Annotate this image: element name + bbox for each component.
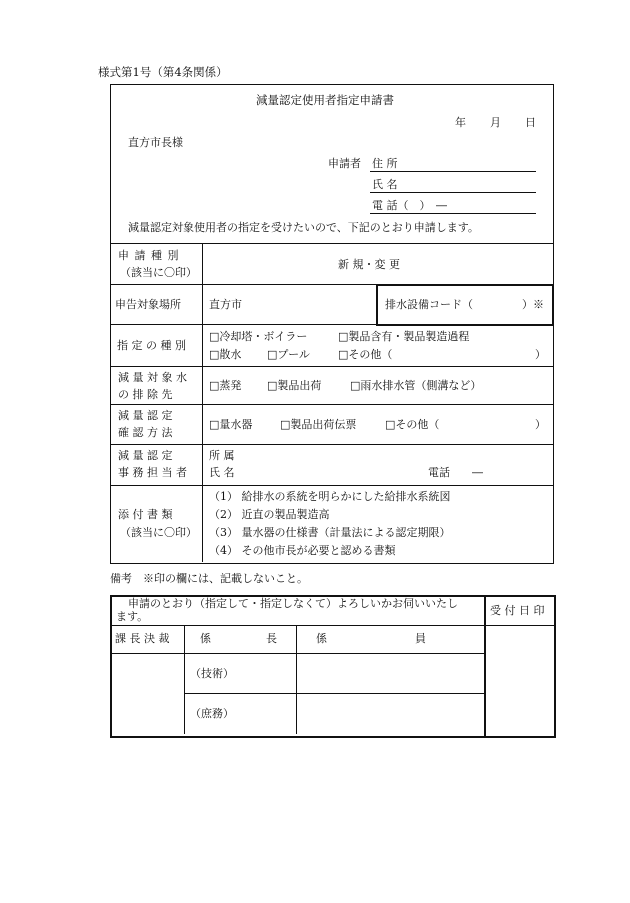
drain-code-close: ）※	[522, 298, 544, 311]
drain-evaporation[interactable]: □蒸発	[209, 379, 242, 392]
designation-product-content[interactable]: □製品含有・製品製造過程	[338, 330, 470, 343]
admin-label: （庶務）	[190, 707, 234, 720]
confirm-other-close: ）	[535, 418, 546, 431]
staff-label: 減 量 認 定	[118, 449, 173, 462]
applicant-name-line[interactable]	[370, 192, 536, 193]
staff-label-2: 事 務 担 当 者	[118, 466, 187, 479]
designation-pool[interactable]: □プール	[267, 348, 310, 361]
attach-item-1: （1） 給排水の系統を明らかにした給排水系統図	[209, 490, 451, 503]
staff-phone: 電話 ―	[428, 466, 483, 479]
designation-label: 指 定 の 種 別	[117, 339, 186, 352]
confirm-water-meter[interactable]: □量水器	[209, 418, 253, 431]
drain-label-2: の 排 除 先	[118, 388, 173, 401]
applicant-address-line[interactable]	[370, 171, 536, 172]
designation-other-close: ）	[535, 348, 546, 361]
form-label: 様式第1号（第4条関係）	[98, 65, 228, 79]
applicant-name-label: 氏 名	[372, 178, 398, 191]
confirm-label: 減 量 認 定	[118, 409, 173, 422]
note: 備考 ※印の欄には、記載しないこと。	[110, 572, 308, 585]
date-year: 年	[455, 116, 466, 129]
designation-sprinkling[interactable]: □散水	[209, 348, 242, 361]
attach-label-2: （該当に〇印）	[120, 526, 197, 539]
drain-code-label: 排水設備コード（	[385, 298, 473, 311]
applicant-label: 申請者	[328, 157, 361, 170]
date-day: 日	[525, 116, 536, 129]
office-row-divider	[484, 625, 554, 626]
type-label: 申 請 種 別	[118, 249, 180, 262]
office-col-divider	[184, 625, 185, 734]
addressee: 直方市長様	[128, 136, 183, 149]
confirm-label-2: 確 認 方 法	[118, 426, 173, 439]
reception-stamp-label: 受 付 日 印	[490, 604, 545, 617]
row-divider	[110, 444, 554, 445]
confirm-other[interactable]: □その他（	[385, 418, 440, 431]
designation-cooling-tower[interactable]: □冷却塔・ボイラー	[209, 330, 308, 343]
location-value: 直方市	[209, 298, 242, 311]
attach-label: 添 付 書 類	[118, 508, 173, 521]
type-label-note: （該当に〇印）	[120, 266, 197, 279]
row-divider	[110, 243, 554, 244]
applicant-phone-label: 電 話（ ） ―	[372, 199, 447, 212]
attach-item-4: （4） その他市長が必要と認める書類	[209, 544, 396, 557]
office-row-divider	[110, 625, 486, 626]
office-row-divider	[110, 653, 184, 654]
designation-other[interactable]: □その他（	[338, 348, 393, 361]
drain-storm-pipe[interactable]: □雨水排水管（側溝など）	[350, 379, 482, 392]
date-month: 月	[490, 116, 501, 129]
drain-product-shipment[interactable]: □製品出荷	[267, 379, 322, 392]
attach-item-2: （2） 近直の製品製造高	[209, 508, 330, 521]
office-request-line1: 申請のとおり（指定して・指定しなくて）よろしいかお伺いいたし	[128, 597, 458, 610]
drain-label: 減 量 対 象 水	[118, 371, 187, 384]
row-divider	[110, 366, 554, 367]
section-chief-label: 課 長 決 裁	[115, 632, 170, 645]
row-divider	[110, 404, 554, 405]
attach-item-3: （3） 量水器の仕様書（計量法による認定期限）	[209, 526, 451, 539]
applicant-address-label: 住 所	[372, 157, 398, 170]
staff-dept: 所 属	[209, 449, 235, 462]
intro-text: 減量認定対象使用者の指定を受けたいので、下記のとおり申請します。	[128, 221, 479, 234]
office-row-divider	[184, 693, 484, 694]
confirm-shipment-slip[interactable]: □製品出荷伝票	[280, 418, 357, 431]
reception-divider	[484, 595, 486, 736]
staff-name: 氏 名	[209, 466, 235, 479]
office-request-line2: ます。	[116, 610, 149, 623]
location-label: 申告対象場所	[115, 298, 181, 311]
chief-label: 係 長	[200, 632, 277, 645]
office-col-divider	[296, 625, 297, 734]
tech-label: （技術）	[190, 667, 234, 680]
office-row-divider	[184, 653, 484, 654]
applicant-phone-line[interactable]	[370, 213, 536, 214]
staff-member-label: 係 員	[316, 632, 426, 645]
type-value[interactable]: 新 規・変 更	[338, 258, 400, 271]
label-column-divider	[202, 243, 203, 562]
form-title: 減量認定使用者指定申請書	[256, 93, 394, 107]
row-divider	[110, 485, 554, 486]
